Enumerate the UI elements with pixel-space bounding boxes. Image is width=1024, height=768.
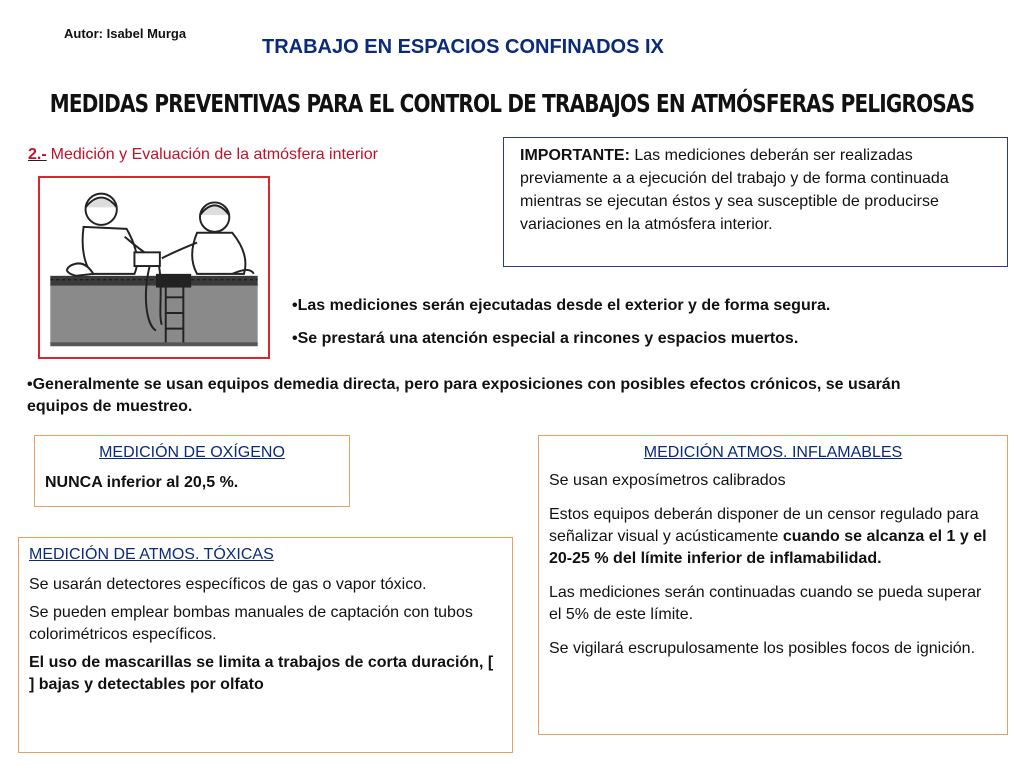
workers-measuring-manhole-illustration (38, 176, 270, 359)
flammable-paragraph: Se usan exposímetros calibrados (549, 472, 786, 489)
author-label: Autor: Isabel Murga (64, 26, 187, 41)
oxygen-body: NUNCA inferior al 20,5 %. (45, 474, 239, 491)
bullet-item: •Las mediciones serán ejecutadas desde el exterior y de forma segura. (292, 297, 831, 314)
general-note: •Generalmente se usan equipos demedia directa, pero para exposiciones con posibles efectos crónicos, se usarán equipos de muestreo. (27, 376, 901, 415)
flammable-text-bold: cuando se alcanza el 1 y el 20-25 % del límite inferior de inflamabilidad. (549, 528, 987, 567)
important-notice-box (503, 137, 1008, 267)
flammable-heading: MEDICIÓN ATMOS. INFLAMABLES (643, 444, 903, 461)
flammable-text: Estos equipos deberán disponer de un censor regulado para señalizar visual y acústicamente (549, 506, 979, 545)
important-label: IMPORTANTE: (520, 147, 630, 164)
page-title: TRABAJO EN ESPACIOS CONFINADOS IX (262, 36, 664, 58)
toxic-paragraph: Se usarán detectores específicos de gas o vapor tóxico. (29, 576, 427, 593)
oxygen-heading: MEDICIÓN DE OXÍGENO (99, 444, 285, 461)
section-heading (28, 146, 378, 164)
flammable-paragraph (549, 504, 997, 570)
illustration-drawing (40, 178, 268, 357)
flammable-paragraph: Las mediciones serán continuadas cuando se pueda superar el 5% de este límite. (549, 584, 982, 623)
section-label: Medición y Evaluación de la atmósfera interior (50, 146, 378, 163)
section-number: 2.- (28, 146, 47, 163)
flammable-paragraph: Se vigilará escrupulosamente los posibles focos de ignición. (549, 640, 976, 657)
flammable-measurement-box (538, 435, 1008, 735)
measurement-bullets (292, 289, 830, 355)
bullet-item: •Se prestará una atención especial a rincones y espacios muertos. (292, 330, 799, 347)
toxic-paragraph: Se pueden emplear bombas manuales de captación con tubos colorimétricos específicos. (29, 604, 473, 643)
toxic-measurement-box (18, 537, 513, 753)
toxic-paragraph: El uso de mascarillas se limita a trabajos de corta duración, [ ] bajas y detectables por olfato (29, 654, 494, 693)
important-text: Las mediciones deberán ser realizadas previamente a a ejecución del trabajo y de forma continuada mientras se ejecutan éstos y sea susceptible de producirse variaciones en la atmósfera interior. (520, 147, 949, 233)
toxic-heading: MEDICIÓN DE ATMOS. TÓXICAS (29, 546, 274, 563)
oxygen-measurement-box (34, 435, 350, 507)
page-subtitle: MEDIDAS PREVENTIVAS PARA EL CONTROL DE TRABAJOS EN ATMÓSFERAS PELIGROSAS (49, 88, 975, 118)
